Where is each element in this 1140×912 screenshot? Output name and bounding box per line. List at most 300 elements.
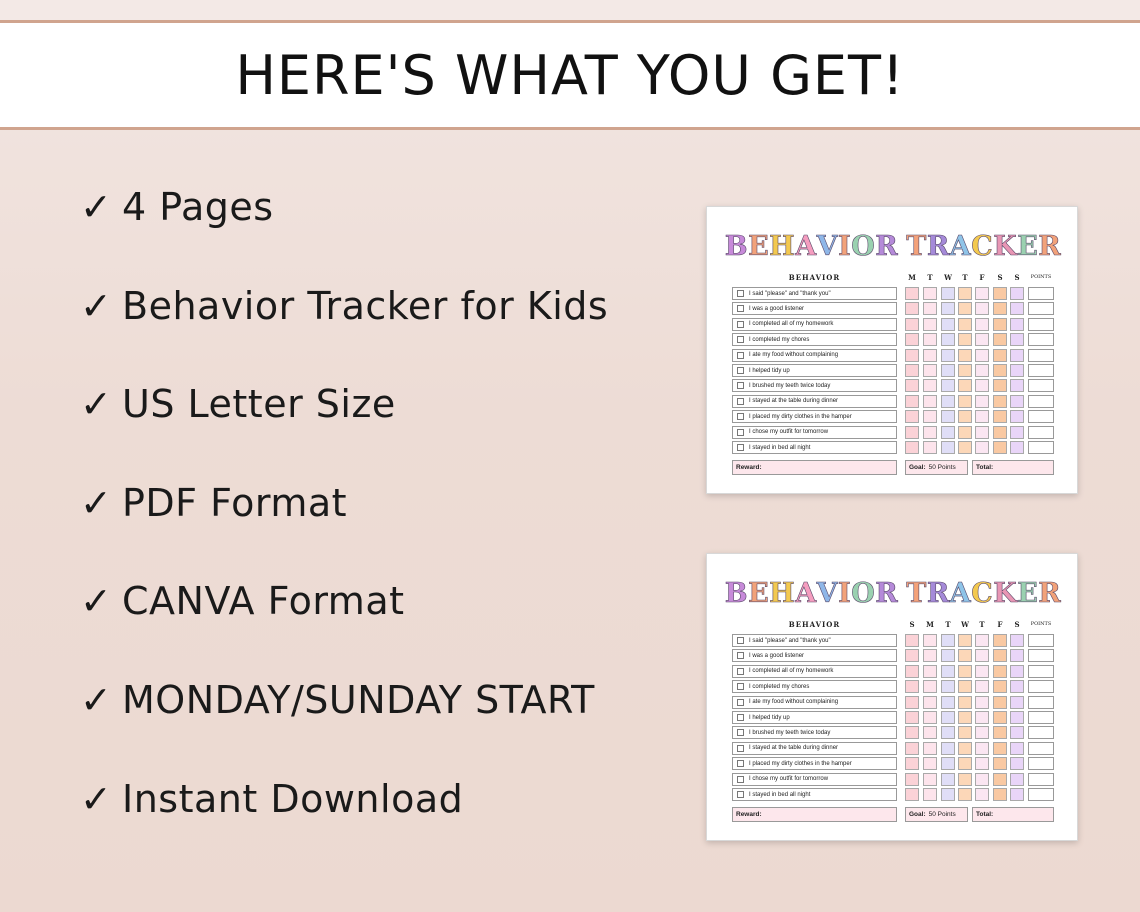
behavior-text: I was a good listener [749, 652, 805, 659]
day-cell [993, 726, 1007, 739]
behavior-text: I chose my outfit for tomorrow [749, 776, 829, 783]
day-cell [923, 379, 937, 392]
banner-title: HERE'S WHAT YOU GET! [235, 43, 905, 107]
day-cell [923, 287, 937, 300]
goal-text: Goal: [909, 464, 926, 471]
day-cell [905, 302, 919, 315]
day-cell [923, 773, 937, 786]
day-cell [941, 757, 955, 770]
feature-text: Behavior Tracker for Kids [122, 283, 609, 328]
day-cell [1010, 634, 1024, 647]
behavior-row [732, 649, 897, 662]
day-cell [941, 696, 955, 709]
day-cell [958, 726, 972, 739]
title-letter: E [748, 578, 770, 609]
day-cell [905, 287, 919, 300]
day-cell [975, 649, 989, 662]
checkmark-icon: ✓ [80, 579, 113, 624]
checkbox [737, 668, 744, 675]
day-cell [941, 726, 955, 739]
day-cell [993, 426, 1007, 439]
day-cell [941, 665, 955, 678]
title-letter: R [926, 231, 950, 262]
checkbox [737, 382, 744, 389]
goal-text: 50 Points [928, 811, 956, 818]
title-letter: H [769, 578, 796, 609]
behavior-header: BEHAVIOR [788, 273, 841, 282]
day-cell [1010, 349, 1024, 362]
day-cell [1010, 649, 1024, 662]
day-cell [905, 426, 919, 439]
day-cell [941, 441, 955, 454]
day-cell [975, 426, 989, 439]
day-cell [958, 634, 972, 647]
day-cell [905, 757, 919, 770]
points-cell [1028, 757, 1054, 770]
title-letter: O [851, 231, 876, 262]
day-header: T [927, 273, 933, 282]
day-cell [958, 757, 972, 770]
behavior-row [732, 302, 897, 315]
behavior-text: I completed all of my homework [749, 321, 834, 328]
feature-item [80, 185, 680, 287]
behavior-header: BEHAVIOR [788, 620, 841, 629]
title-letter: H [769, 231, 796, 262]
title-letter: I [838, 231, 852, 262]
day-cell [958, 773, 972, 786]
checkbox [737, 290, 744, 297]
behavior-text: I completed my chores [749, 683, 810, 690]
goal-text: 50 Points [928, 464, 956, 471]
day-cell [941, 788, 955, 801]
day-cell [941, 349, 955, 362]
behavior-text: I stayed in bed all night [749, 444, 811, 451]
day-cell [1010, 773, 1024, 786]
day-cell [905, 379, 919, 392]
day-cell [905, 726, 919, 739]
behavior-text: I said "please" and "thank you" [749, 290, 831, 297]
day-cell [975, 773, 989, 786]
behavior-row [732, 696, 897, 709]
day-cell [958, 680, 972, 693]
day-cell [1010, 711, 1024, 724]
day-cell [923, 696, 937, 709]
day-cell [1010, 726, 1024, 739]
total-box [972, 460, 1054, 475]
behavior-row [732, 287, 897, 300]
checkbox [737, 321, 744, 328]
behavior-text: I placed my dirty clothes in the hamper [749, 760, 852, 767]
checkbox [737, 683, 744, 690]
day-cell [958, 318, 972, 331]
checkbox [737, 429, 744, 436]
points-cell [1028, 410, 1054, 423]
checkbox [737, 336, 744, 343]
day-cell [905, 742, 919, 755]
day-cell [1010, 680, 1024, 693]
points-cell [1028, 788, 1054, 801]
day-cell [923, 302, 937, 315]
day-cell [958, 649, 972, 662]
title-letter: A [949, 231, 972, 262]
points-cell [1028, 773, 1054, 786]
checkbox [737, 714, 744, 721]
day-cell [993, 333, 1007, 346]
day-cell [923, 441, 937, 454]
day-cell [975, 318, 989, 331]
day-cell [993, 757, 1007, 770]
behavior-text: I helped tidy up [749, 367, 790, 374]
tracker-title [707, 578, 1079, 609]
day-cell [923, 680, 937, 693]
checkbox [737, 398, 744, 405]
behavior-tracker-preview-monday [706, 206, 1078, 494]
day-cell [958, 788, 972, 801]
day-cell [1010, 302, 1024, 315]
checkmark-icon: ✓ [80, 382, 113, 427]
day-cell [993, 349, 1007, 362]
day-cell [1010, 287, 1024, 300]
title-letter: E [1017, 231, 1039, 262]
day-cell [923, 711, 937, 724]
day-cell [975, 302, 989, 315]
behavior-text: I chose my outfit for tomorrow [749, 429, 829, 436]
day-cell [941, 287, 955, 300]
points-cell [1028, 680, 1054, 693]
points-cell [1028, 379, 1054, 392]
behavior-text: I was a good listener [749, 305, 805, 312]
day-cell [958, 395, 972, 408]
goal-box [905, 807, 968, 822]
behavior-row [732, 349, 897, 362]
checkbox [737, 776, 744, 783]
day-cell [975, 742, 989, 755]
title-letter: R [875, 578, 899, 609]
day-cell [941, 379, 955, 392]
day-cell [1010, 318, 1024, 331]
day-cell [1010, 379, 1024, 392]
behavior-text: I stayed at the table during dinner [749, 745, 839, 752]
day-cell [993, 665, 1007, 678]
points-cell [1028, 426, 1054, 439]
day-cell [958, 302, 972, 315]
behavior-row [732, 426, 897, 439]
day-cell [941, 742, 955, 755]
total-text: Total: [976, 464, 994, 471]
checkbox [737, 413, 744, 420]
day-cell [941, 680, 955, 693]
feature-text: 4 Pages [122, 185, 274, 229]
day-cell [923, 318, 937, 331]
feature-item [80, 579, 680, 681]
day-header: S [1014, 273, 1020, 282]
day-cell [975, 757, 989, 770]
points-cell [1028, 287, 1054, 300]
day-cell [975, 349, 989, 362]
title-letter: V [816, 578, 839, 609]
title-letter: K [993, 578, 1018, 609]
day-cell [923, 788, 937, 801]
behavior-row [732, 634, 897, 647]
day-cell [1010, 364, 1024, 377]
behavior-text: I completed my chores [749, 336, 810, 343]
behavior-tracker-preview-sunday [706, 553, 1078, 841]
checkmark-icon: ✓ [80, 283, 113, 328]
top-strip [0, 0, 1140, 20]
day-cell [905, 649, 919, 662]
points-cell [1028, 696, 1054, 709]
checkbox [737, 652, 744, 659]
day-header: M [926, 620, 934, 629]
behavior-text: I brushed my teeth twice today [749, 729, 831, 736]
day-cell [975, 395, 989, 408]
points-cell [1028, 665, 1054, 678]
points-cell [1028, 649, 1054, 662]
checkbox [737, 367, 744, 374]
day-cell [958, 349, 972, 362]
feature-item [80, 677, 680, 780]
day-cell [993, 680, 1007, 693]
day-header: S [1014, 620, 1020, 629]
points-cell [1028, 302, 1054, 315]
checkbox [737, 791, 744, 798]
title-letter: B [724, 578, 749, 609]
behavior-text: I brushed my teeth twice today [749, 382, 831, 389]
behavior-row [732, 742, 897, 755]
points-cell [1028, 333, 1054, 346]
feature-text: Instant Download [122, 776, 464, 821]
day-cell [993, 696, 1007, 709]
day-header: W [961, 620, 969, 629]
day-cell [1010, 788, 1024, 801]
day-cell [975, 287, 989, 300]
day-cell [975, 410, 989, 423]
day-cell [923, 349, 937, 362]
day-cell [975, 726, 989, 739]
checkbox [737, 637, 744, 644]
points-cell [1028, 634, 1054, 647]
day-cell [1010, 410, 1024, 423]
day-cell [923, 742, 937, 755]
title-letter: K [993, 231, 1018, 262]
behavior-row [732, 318, 897, 331]
day-cell [905, 349, 919, 362]
checkmark-icon: ✓ [80, 677, 113, 722]
behavior-text: I helped tidy up [749, 714, 790, 721]
behavior-row [732, 757, 897, 770]
points-header: POINTS [1030, 621, 1052, 627]
day-cell [941, 302, 955, 315]
day-cell [1010, 742, 1024, 755]
points-cell [1028, 318, 1054, 331]
checkmark-icon: ✓ [80, 480, 113, 525]
day-header: T [945, 620, 951, 629]
title-letter: B [724, 231, 749, 262]
title-letter: E [748, 231, 770, 262]
behavior-text: I stayed in bed all night [749, 791, 811, 798]
checkbox [737, 699, 744, 706]
day-cell [905, 711, 919, 724]
day-cell [941, 634, 955, 647]
day-cell [993, 364, 1007, 377]
day-cell [905, 680, 919, 693]
day-cell [993, 410, 1007, 423]
day-cell [958, 426, 972, 439]
points-cell [1028, 711, 1054, 724]
behavior-text: I said "please" and "thank you" [749, 637, 831, 644]
day-cell [958, 696, 972, 709]
day-cell [958, 333, 972, 346]
day-header: M [908, 273, 916, 282]
behavior-text: I placed my dirty clothes in the hamper [749, 413, 852, 420]
points-cell [1028, 349, 1054, 362]
day-cell [993, 649, 1007, 662]
title-letter: A [795, 231, 817, 262]
day-cell [905, 634, 919, 647]
goal-text: Goal: [909, 811, 926, 818]
day-cell [975, 696, 989, 709]
day-cell [975, 788, 989, 801]
title-letter: T [906, 231, 927, 262]
reward-text: Reward: [736, 464, 762, 471]
day-cell [993, 318, 1007, 331]
total-box [972, 807, 1054, 822]
day-cell [993, 711, 1007, 724]
behavior-row [732, 680, 897, 693]
feature-item [80, 480, 680, 583]
day-cell [941, 649, 955, 662]
behavior-row [732, 395, 897, 408]
feature-text: MONDAY/SUNDAY START [122, 677, 595, 722]
day-cell [1010, 426, 1024, 439]
points-cell [1028, 726, 1054, 739]
points-cell [1028, 742, 1054, 755]
day-cell [958, 410, 972, 423]
banner [0, 20, 1140, 130]
behavior-text: I completed all of my homework [749, 668, 834, 675]
day-cell [1010, 395, 1024, 408]
checkmark-icon: ✓ [80, 185, 113, 229]
day-header: S [909, 620, 915, 629]
day-cell [975, 379, 989, 392]
feature-text: US Letter Size [122, 382, 396, 427]
goal-box [905, 460, 968, 475]
title-letter: V [816, 231, 839, 262]
day-cell [975, 711, 989, 724]
title-letter: E [1017, 578, 1039, 609]
checkbox [737, 305, 744, 312]
tracker-title [707, 231, 1079, 262]
behavior-row [732, 773, 897, 786]
day-cell [923, 649, 937, 662]
day-cell [941, 333, 955, 346]
day-cell [993, 441, 1007, 454]
day-cell [993, 634, 1007, 647]
day-cell [941, 711, 955, 724]
reward-box [732, 807, 897, 822]
reward-box [732, 460, 897, 475]
day-cell [1010, 333, 1024, 346]
checkbox [737, 352, 744, 359]
day-cell [905, 364, 919, 377]
behavior-row [732, 333, 897, 346]
feature-item [80, 382, 680, 484]
checkbox [737, 444, 744, 451]
points-cell [1028, 441, 1054, 454]
day-header: W [944, 273, 952, 282]
day-cell [993, 395, 1007, 408]
feature-item [80, 776, 680, 879]
title-letter: R [926, 578, 950, 609]
day-cell [975, 680, 989, 693]
day-cell [905, 395, 919, 408]
behavior-row [732, 665, 897, 678]
day-cell [905, 318, 919, 331]
day-header: S [997, 273, 1003, 282]
day-cell [958, 665, 972, 678]
day-cell [975, 634, 989, 647]
day-cell [923, 665, 937, 678]
behavior-row [732, 441, 897, 454]
behavior-text: I ate my food without complaining [749, 352, 839, 359]
day-cell [993, 287, 1007, 300]
day-cell [958, 379, 972, 392]
day-cell [905, 696, 919, 709]
day-cell [993, 788, 1007, 801]
day-header: F [979, 273, 985, 282]
behavior-row [732, 410, 897, 423]
day-cell [958, 364, 972, 377]
day-cell [941, 364, 955, 377]
feature-item [80, 283, 680, 386]
checkbox [737, 745, 744, 752]
behavior-text: I ate my food without complaining [749, 699, 839, 706]
reward-text: Reward: [736, 811, 762, 818]
day-cell [958, 287, 972, 300]
title-letter: C [971, 231, 994, 262]
day-cell [1010, 696, 1024, 709]
day-cell [958, 441, 972, 454]
feature-text: PDF Format [122, 480, 348, 525]
day-cell [905, 441, 919, 454]
behavior-row [732, 788, 897, 801]
day-cell [1010, 665, 1024, 678]
title-letter: O [851, 578, 876, 609]
behavior-row [732, 711, 897, 724]
day-cell [993, 302, 1007, 315]
day-cell [1010, 757, 1024, 770]
total-text: Total: [976, 811, 994, 818]
day-cell [1010, 441, 1024, 454]
day-cell [923, 364, 937, 377]
day-cell [923, 426, 937, 439]
day-cell [923, 634, 937, 647]
day-cell [923, 395, 937, 408]
behavior-row [732, 379, 897, 392]
day-cell [958, 711, 972, 724]
title-letter: C [971, 578, 994, 609]
day-cell [975, 441, 989, 454]
title-letter: A [949, 578, 972, 609]
day-cell [941, 318, 955, 331]
feature-text: CANVA Format [122, 579, 405, 624]
title-letter: A [795, 578, 817, 609]
day-cell [975, 665, 989, 678]
day-header: F [997, 620, 1003, 629]
day-cell [905, 665, 919, 678]
day-cell [941, 410, 955, 423]
day-header: T [979, 620, 985, 629]
